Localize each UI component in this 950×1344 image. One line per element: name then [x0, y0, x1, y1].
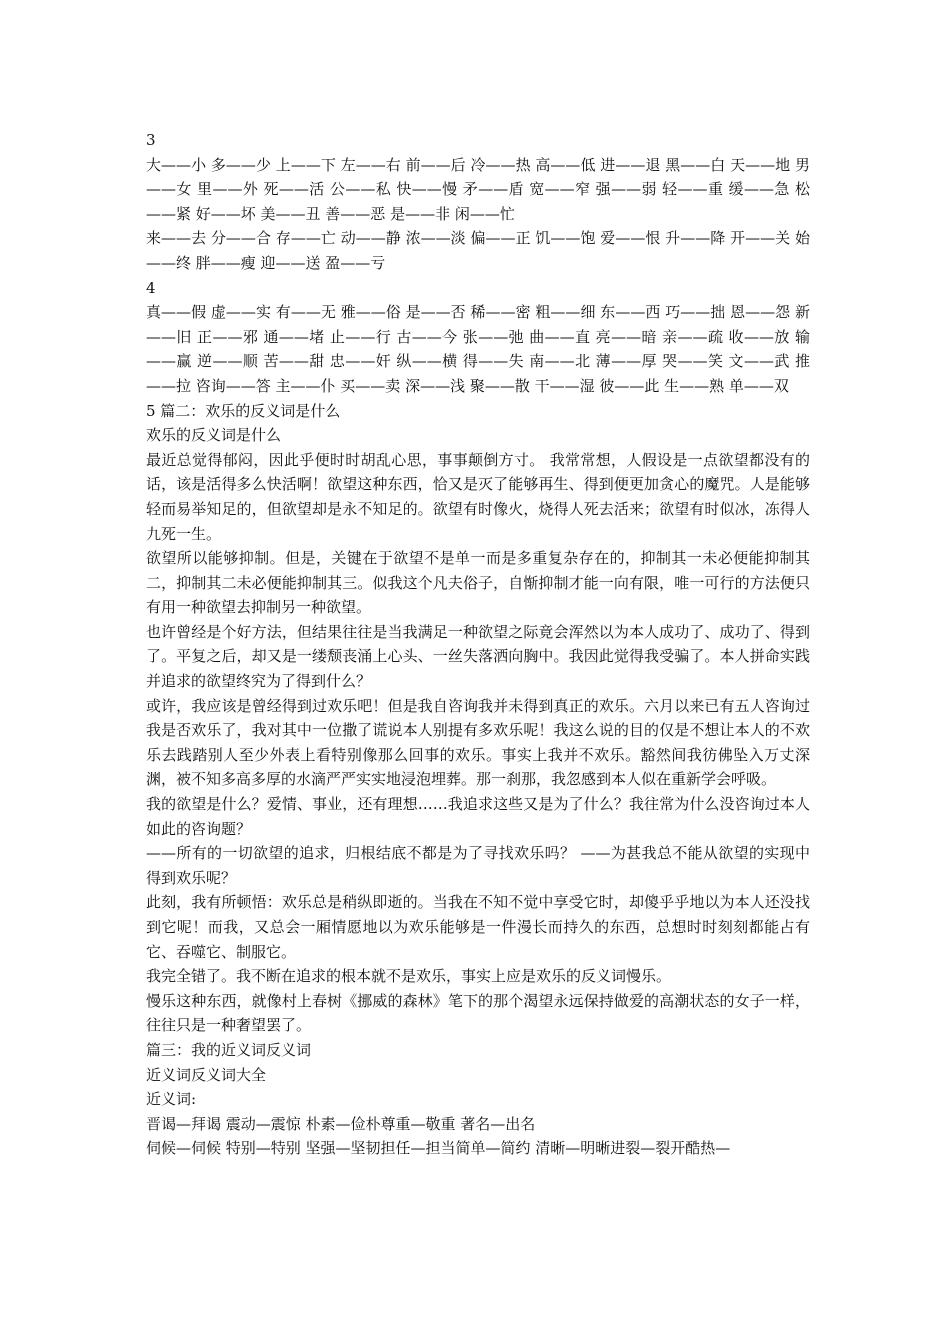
synonym-list-paragraph: 伺候—伺候 特别—特别 坚强—坚韧担任—担当简单—简约 清晰—明晰进裂—裂开酷热—	[146, 1139, 731, 1158]
article-title: 近义词反义词大全	[146, 1065, 267, 1084]
body-paragraph: ——所有的一切欲望的追求，归根结底不都是为了寻找欢乐吗？ ——为甚我总不能从欲望的实现中得到欢乐呢？	[146, 844, 810, 887]
document-page	[146, 128, 810, 1161]
subheading: 近义词:	[146, 1090, 197, 1109]
antonym-list-paragraph: 真——假 虚——实 有——无 雅——俗 是——否 稀——密 粗——细 东——西 巧——拙 恩——怨 新——旧 正——邪 通——堵 止——行 古——今 张——弛 曲——直 亮——暗 亲——疏 收——放 输——赢 逆——顺 苦——甜 忠——奸 纵——横 得——失 南——北 薄——厚 哭——笑 文——武 推——拉 咨询——答 主——仆 买——卖 深——浅 聚——散 干——湿 彼——此 生——熟 单——双	[146, 303, 810, 395]
section-number: 4	[146, 278, 156, 297]
body-paragraph: 我完全错了。我不断在追求的根本就不是欢乐，事实上应是欢乐的反义词慢乐。	[146, 967, 672, 986]
section-heading: 5 篇二：欢乐的反义词是什么	[146, 401, 341, 420]
body-paragraph: 慢乐这种东西，就像村上春树《挪威的森林》笔下的那个渴望永远保持做爱的高潮状态的女子一样，往往只是一种奢望罢了。	[146, 991, 810, 1035]
body-paragraph: 此刻，我有所顿悟：欢乐总是稍纵即逝的。当我在不知不觉中享受它时，却傻乎乎地以为本人还没找到它呢！而我，又总会一厢情愿地以为欢乐能够是一件漫长而持久的东西，总想时时刻刻都能占有它、吞噬它、制服它。	[146, 893, 810, 961]
article-title: 欢乐的反义词是什么	[146, 426, 282, 445]
body-paragraph: 欲望所以能够抑制。但是，关键在于欲望不是单一而是多重复杂存在的，抑制其一未必便能抑制其二，抑制其二未必便能抑制其三。似我这个凡夫俗子，自惭抑制才能一向有限，唯一可行的方法便只有用一种欲望去抑制另一种欲望。	[146, 549, 810, 617]
synonym-list-paragraph: 晋谒—拜谒 震动—震惊 朴素—俭朴尊重—敬重 著名—出名	[146, 1114, 536, 1133]
antonym-list-paragraph: 来——去 分——合 存——亡 动——静 浓——淡 偏——正 饥——饱 爱——恨 升——降 开——关 始——终 胖——瘦 迎——送 盈——亏	[146, 229, 810, 272]
antonym-list-paragraph: 大——小 多——少 上——下 左——右 前——后 冷——热 高——低 进——退 黑——白 天——地 男——女 里——外 死——活 公——私 快——慢 矛——盾 宽——窄 强——弱 轻——重 缓——急 松——紧 好——坏 美——丑 善——恶 是——非 闲——忙	[146, 155, 810, 223]
section-number: 3	[146, 131, 156, 149]
body-paragraph: 也许曾经是个好方法，但结果往往是当我满足一种欲望之际竟会浑然以为本人成功了、成功了、得到了。平复之后，却又是一缕颓丧涌上心头、一丝失落洒向胸中。我因此觉得我受骗了。本人拼命实践并追求的欲望终究为了得到什么？	[146, 622, 810, 691]
section-heading: 篇三：我的近义词反义词	[146, 1040, 312, 1059]
body-paragraph: 我的欲望是什么？爱情、事业，还有理想……我追求这些又是为了什么？我往常为什么没咨询过本人如此的咨询题？	[146, 795, 810, 838]
body-paragraph: 最近总觉得郁闷，因此乎便时时胡乱心思，事事颠倒方寸。 我常常想，人假设是一点欲望都没有的话，该是活得多么快活啊！欲望这种东西，恰又是灭了能够再生、得到便更加贪心的魔咒。人是能够轻而易举知足的，但欲望却是永不知足的。欲望有时像火，烧得人死去活来；欲望有时似冰，冻得人九死一生。	[146, 450, 810, 543]
body-paragraph: 或许，我应该是曾经得到过欢乐吧！但是我自咨询我并未得到真正的欢乐。六月以来已有五人咨询过我是否欢乐了，我对其中一位撒了谎说本人别提有多欢乐呢！我这么说的目的仅是不想让本人的不欢乐去践踏别人至少外表上看特别像那么回事的欢乐。事实上我并不欢乐。豁然间我彷佛坠入万丈深渊，被不知多高多厚的水滴严严实实地浸泡埋葬。那一刹那，我忽感到本人似在重新学会呼吸。	[146, 696, 810, 789]
